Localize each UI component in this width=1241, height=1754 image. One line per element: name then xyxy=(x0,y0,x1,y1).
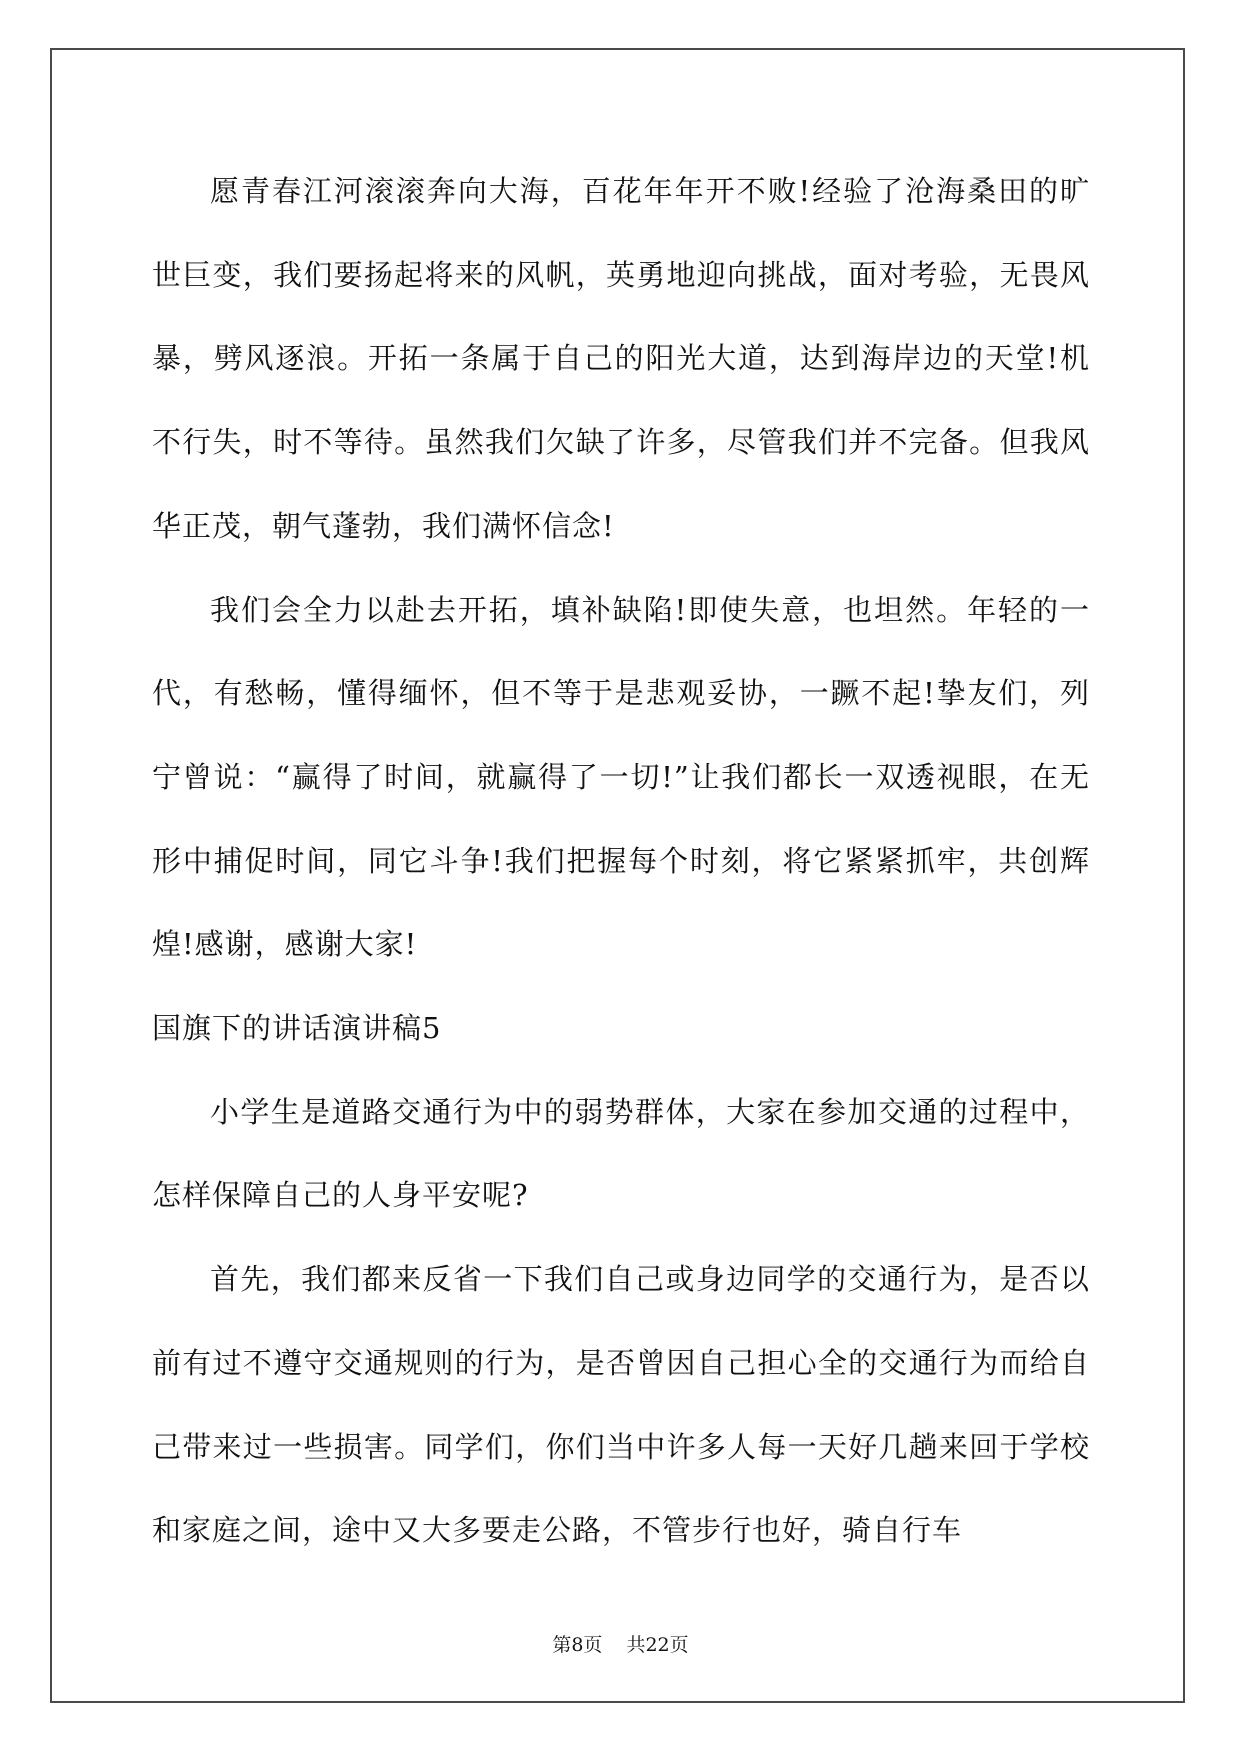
section-heading: 国旗下的讲话演讲稿5 xyxy=(152,1011,442,1046)
body-paragraph: 小学生是道路交通行为中的弱势群体，大家在参加交通的过程中，怎样保障自己的人身平安呢? xyxy=(152,1094,1090,1213)
page-footer xyxy=(0,1633,1241,1657)
body-paragraph: 首先，我们都来反省一下我们自己或身边同学的交通行为，是否以前有过不遵守交通规则的行为，是否曾因自己担心全的交通行为而给自己带来过一些损害。同学们，你们当中许多人每一天好几趟来回于学校和家庭之间，途中又大多要走公路，不管步行也好，骑自行车 xyxy=(152,1262,1090,1548)
body-paragraph: 愿青春江河滚滚奔向大海，百花年年开不败!经验了沧海桑田的旷世巨变，我们要扬起将来的风帆，英勇地迎向挑战，面对考验，无畏风暴，劈风逐浪。开拓一条属于自己的阳光大道，达到海岸边的天堂!机不行失，时不等待。虽然我们欠缺了许多，尽管我们并不完备。但我风华正茂，朝气蓬勃，我们满怀信念! xyxy=(152,174,1090,543)
page-number: 第8页 xyxy=(552,1634,603,1656)
page-total: 共22页 xyxy=(626,1634,689,1656)
document-body xyxy=(152,150,1090,1573)
body-paragraph: 我们会全力以赴去开拓，填补缺陷!即使失意，也坦然。年轻的一代，有愁畅，懂得缅怀，但不等于是悲观妥协，一蹶不起!挚友们，列宁曾说：“赢得了时间，就赢得了一切!”让我们都长一双透视眼，在无形中捕促时间，同它斗争!我们把握每个时刻，将它紧紧抓牢，共创辉煌!感谢，感谢大家! xyxy=(152,592,1090,962)
